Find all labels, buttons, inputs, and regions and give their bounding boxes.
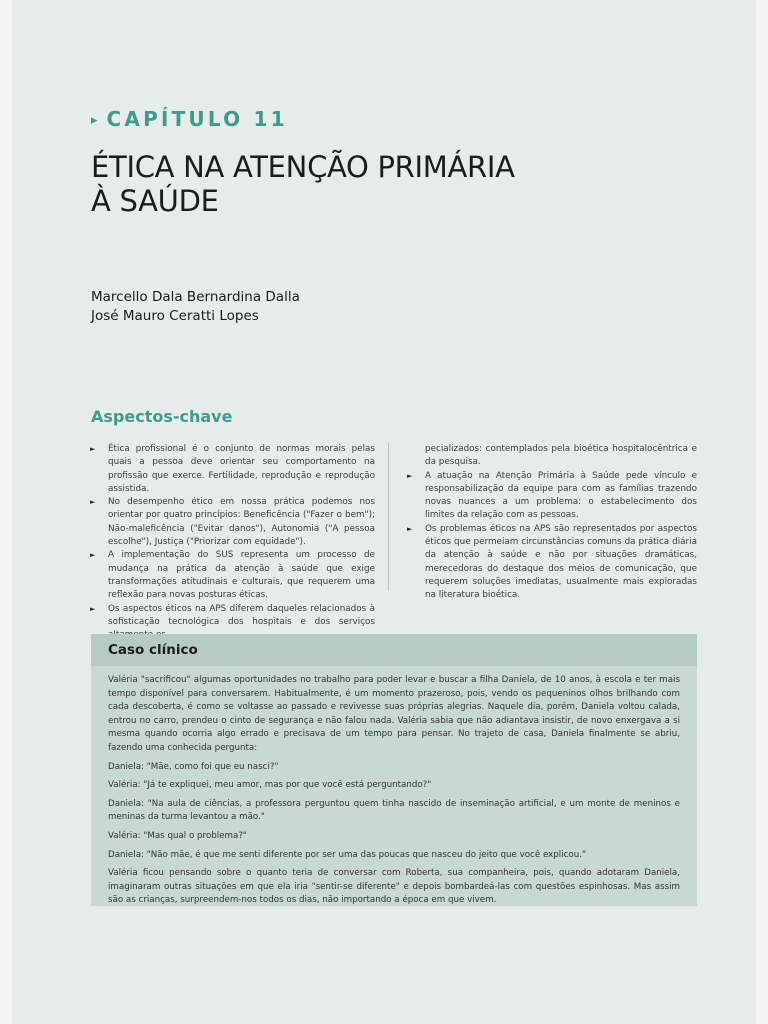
- bullet-icon: ►: [407, 524, 413, 533]
- case-dialogue: Daniela: "Mãe, como foi que eu nasci?": [108, 761, 279, 772]
- bullet-icon: ►: [90, 551, 96, 560]
- key-aspect-item: ► Os problemas éticos na APS são representados por aspectos éticos que permeiam circunstâncias comuns da prática diária da atenção à saúde e não por situações dramáticas, merecedoras do destaque dos meios de comunicação, que requerem soluções imediatas, usualmente mais exploradas na literatura bioética.: [407, 523, 697, 601]
- case-paragraph: Valéria "sacrificou" algumas oportunidades no trabalho para poder levar e buscar a filha Daniela, de 10 anos, à escola e ter mais tempo disponível para conversarem. Habitualmente, é um momento prazeroso, pois, vendo os pequeninos olhos brilhando com cada descoberta, é como se voltasse ao passado e revivesse suas próprias alegrias. Naquele dia, porém, Daniela voltou calada, entrou no carro, prendeu o cinto de segurança e não falou nada. Valéria sabia que não adiantava insistir, de novo enxergava a si mesma quando ocorria algo errado e precisava de um tempo para pensar. No trajeto de casa, Daniela finalmente se abriu, fazendo uma conhecida pergunta:: [108, 675, 680, 753]
- book-page: [12, 0, 756, 1024]
- bullet-icon: ►: [90, 445, 96, 453]
- case-dialogue: Valéria: "Já te expliquei, meu amor, mas por que você está perguntando?": [108, 780, 432, 791]
- key-aspect-continuation: pecializados: contemplados pela bioética hospitalocêntrica e da pesquisa.: [425, 444, 697, 468]
- bullet-icon: ►: [90, 498, 96, 507]
- author-1: Marcello Dala Bernardina Dalla: [91, 289, 300, 305]
- chapter-title-line-1: ÉTICA NA ATENÇÃO PRIMÁRIA: [91, 150, 515, 184]
- key-aspects-right-column: [407, 443, 697, 603]
- bullet-icon: ►: [407, 471, 413, 480]
- key-aspect-item: ► Os aspectos éticos na APS diferem daqueles relacionados à sofisticação tecnológica dos hospitais e dos serviços: [90, 603, 375, 627]
- case-dialogue: Daniela: "Na aula de ciências, a professora perguntou quem tinha nascido de inseminação artificial, e um monte de meninos e meninas da turma levantou a mão.": [108, 798, 680, 823]
- author-2: José Mauro Ceratti Lopes: [91, 308, 259, 324]
- key-aspect-item: ► A implementação do SUS representa um processo de mudança na prática da atenção à saúde que exige transformações atitudinais e culturais, que requerem uma reflexão para novas posturas éticas.: [90, 550, 375, 601]
- chapter-title: [91, 150, 651, 218]
- key-aspect-item: ► No desempenho ético em nossa prática podemos nos orientar por quatro princípios: Beneficência ("Fazer o bem"); Não-maleficência ("Evitar danos"), Autonomia ("A pessoa escolhe"), Justiça ("Priorizar com equidade").: [90, 497, 375, 548]
- chapter-marker-icon: ▸: [91, 113, 98, 128]
- clinical-case-body: [91, 666, 697, 908]
- case-dialogue: Daniela: "Não mãe, é que me senti diferente por ser uma das poucas que nasceu do jeito que você explicou.": [108, 849, 586, 860]
- key-aspect-item: ► A atuação na Atenção Primária à Saúde pede vínculo e responsabilização da equipe para com as famílias trazendo novas nuances a um problema: o estabelecimento dos limites da relação com as pessoas.: [407, 470, 697, 521]
- column-divider: [388, 443, 389, 591]
- chapter-number: CAPÍTULO 11: [106, 107, 288, 131]
- case-paragraph: Valéria ficou pensando sobre o quanto teria de conversar com Roberta, sua companheira, pois, quando adotaram Daniela, imaginaram outras situações em que ela iria "sentir-se diferente" e depois bombardeá-las com questões espinhosas. Mas assim são as crianças, surpreendem-nos todos os dias, não importando a época em que vivem.: [108, 868, 680, 906]
- case-dialogue: Valéria: "Mas qual o problema?": [108, 830, 247, 841]
- key-aspects-heading: Aspectos-chave: [91, 407, 233, 426]
- chapter-title-line-2: À SAÚDE: [91, 184, 219, 218]
- key-aspects-left-column: [90, 443, 375, 642]
- key-aspect-item: ► Ética profissional é o conjunto de normas morais pelas quais a pessoa deve orientar seu comportamento na profissão que exerce. Fertilidade, reprodução e reprodução assistida.: [90, 444, 375, 494]
- clinical-case-box: [91, 634, 697, 906]
- bullet-icon: ►: [90, 604, 96, 613]
- authors: [91, 288, 300, 326]
- chapter-label: [91, 107, 288, 131]
- clinical-case-heading: Caso clínico: [91, 634, 697, 666]
